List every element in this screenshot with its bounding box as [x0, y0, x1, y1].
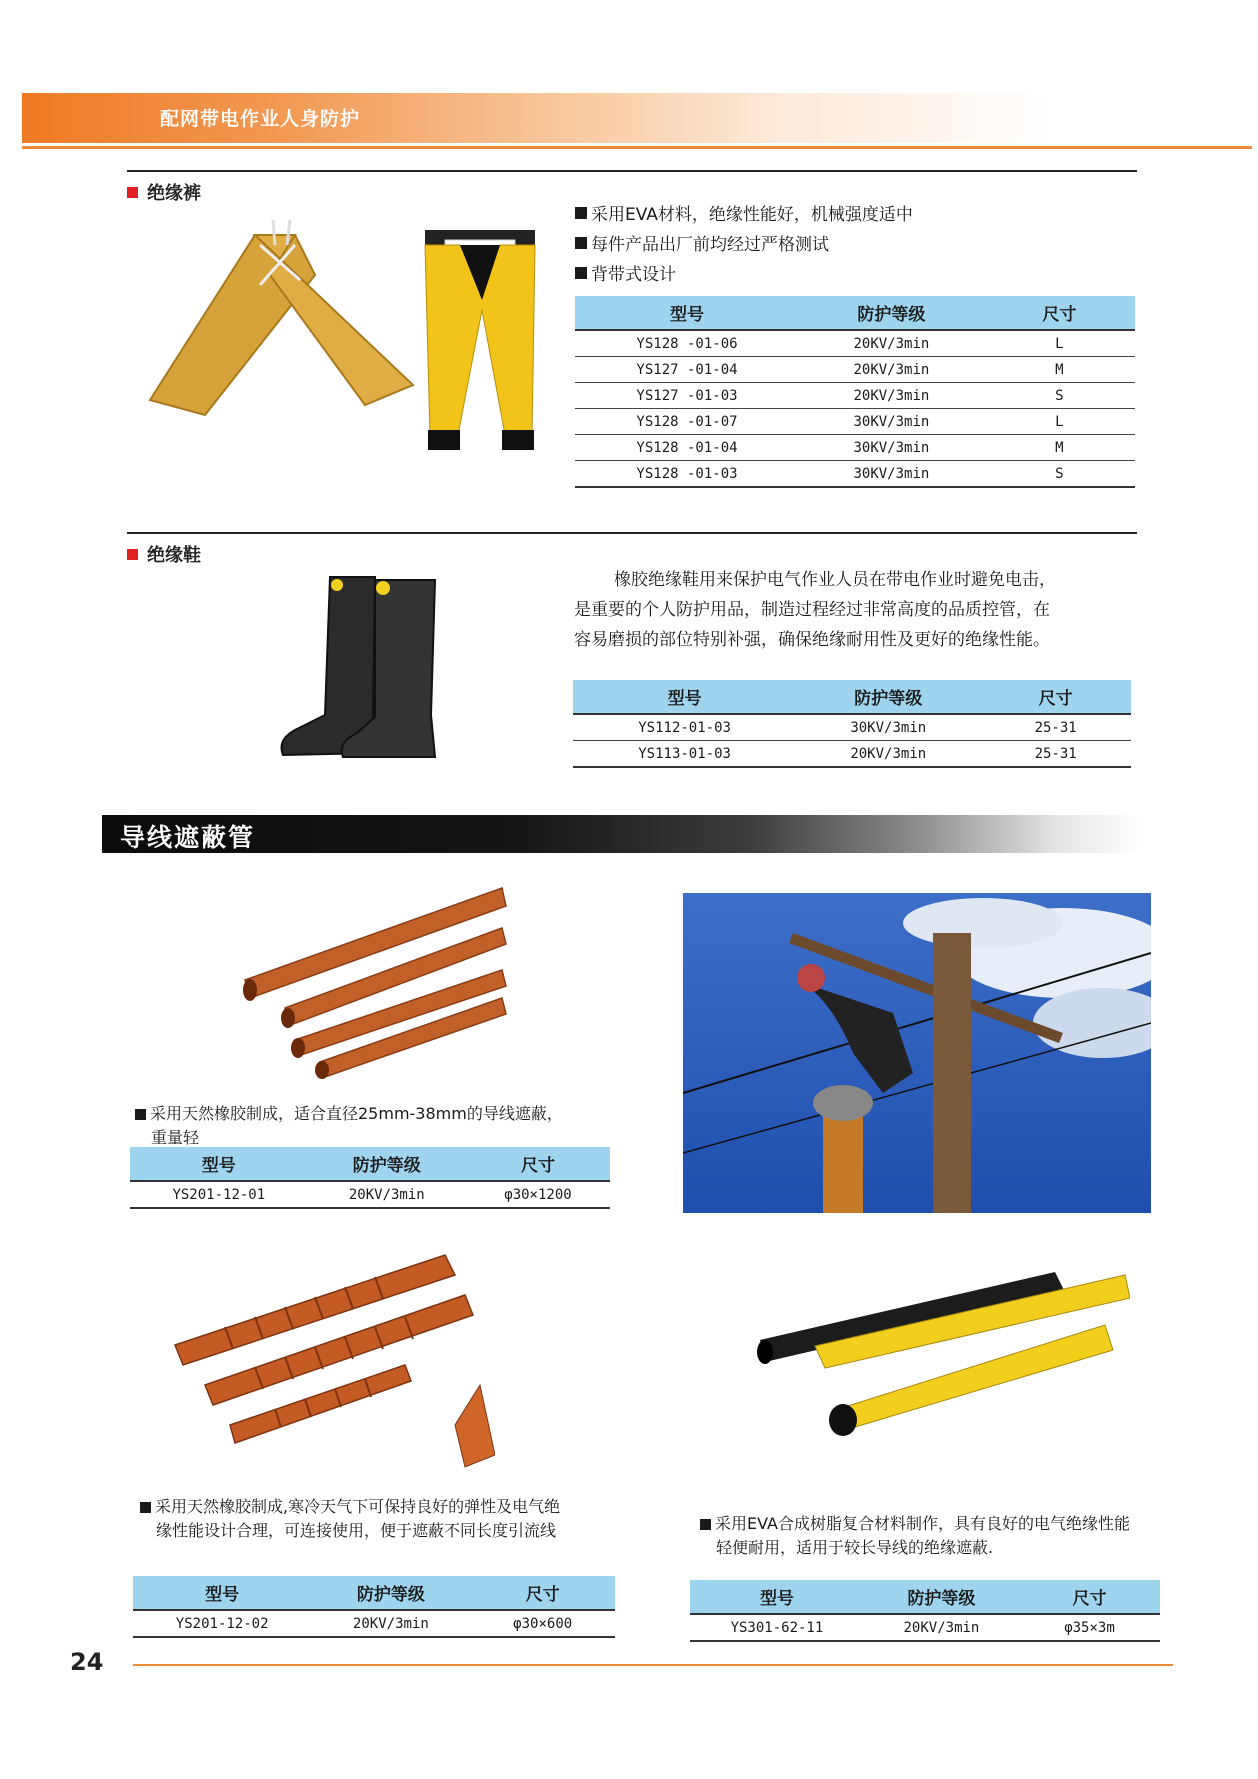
col-model: 型号 [690, 1580, 864, 1614]
table-header-row [575, 296, 1135, 330]
table-row [690, 1614, 1160, 1641]
col-model: 型号 [575, 296, 799, 330]
pipes-section-band [102, 815, 1142, 853]
cell: L [984, 330, 1135, 357]
bullet-square-icon [575, 207, 587, 219]
shoes-spec-table [573, 680, 1131, 768]
pants-feature-3 [575, 260, 676, 285]
col-model: 型号 [133, 1576, 311, 1610]
col-size: 尺寸 [1019, 1580, 1160, 1614]
pipe1-note-line-2: 重量轻 [151, 1128, 200, 1147]
cell: 20KV/3min [864, 1614, 1019, 1641]
insulating-boots-image [275, 565, 445, 765]
page-number: 24 [70, 1648, 104, 1676]
col-protection: 防护等级 [308, 1147, 466, 1181]
bullet-square-icon [575, 267, 587, 279]
shoes-description [574, 565, 1134, 655]
cell: YS128 -01-07 [575, 409, 799, 435]
bullet-square-icon [135, 1109, 146, 1120]
pipe3-spec-table [690, 1580, 1160, 1642]
cell: YS128 -01-06 [575, 330, 799, 357]
pipe1-spec-table [130, 1147, 610, 1209]
table-row [575, 357, 1135, 383]
col-size: 尺寸 [470, 1576, 615, 1610]
pants-feature-2-text: 每件产品出厂前均经过严格测试 [591, 235, 829, 255]
corrugated-pipe-cover-image [165, 1235, 495, 1470]
pipe1-note-line-1: 采用天然橡胶制成，适合直径25mm-38mm的导线遮蔽， [150, 1104, 563, 1123]
cell: YS301-62-11 [690, 1614, 864, 1641]
insulating-pants-flat-image [145, 215, 420, 420]
cell: S [984, 461, 1135, 488]
pipe3-note-line-2: 轻便耐用，适用于较长导线的绝缘遮蔽. [716, 1538, 994, 1557]
shoes-section-title [127, 541, 201, 567]
section-rule [127, 170, 1137, 172]
shoes-title-text: 绝缘鞋 [147, 545, 201, 566]
insulating-pants-worn-image [420, 225, 540, 465]
shoes-desc-line-3: 容易磨损的部位特别补强，确保绝缘耐用性及更好的绝缘性能。 [574, 630, 1050, 650]
col-protection: 防护等级 [799, 296, 984, 330]
cell: φ30×1200 [466, 1181, 610, 1208]
cell: YS201-12-01 [130, 1181, 308, 1208]
rubber-pipe-cover-image [240, 880, 510, 1080]
cell: YS128 -01-03 [575, 461, 799, 488]
pipe3-note [700, 1512, 1170, 1560]
cell: YS113-01-03 [573, 741, 796, 768]
bullet-square-icon [700, 1519, 711, 1530]
cell: φ30×600 [470, 1610, 615, 1637]
pipe2-note-line-2: 缘性能设计合理，可连接使用，便于遮蔽不同长度引流线 [156, 1521, 557, 1540]
pipe2-note [140, 1495, 610, 1543]
cell: 25-31 [980, 741, 1131, 768]
cell: 20KV/3min [799, 330, 984, 357]
table-header-row [133, 1576, 615, 1610]
table-row [575, 461, 1135, 488]
table-header-row [130, 1147, 610, 1181]
red-square-icon [127, 549, 138, 560]
pipe1-note [135, 1102, 615, 1150]
table-row [575, 435, 1135, 461]
lineman-work-photo [683, 893, 1151, 1213]
cell: YS128 -01-04 [575, 435, 799, 461]
cell: 20KV/3min [311, 1610, 470, 1637]
col-size: 尺寸 [980, 680, 1131, 714]
cell: YS201-12-02 [133, 1610, 311, 1637]
pants-feature-1-text: 采用EVA材料，绝缘性能好，机械强度适中 [591, 205, 913, 225]
cell: YS112-01-03 [573, 714, 796, 741]
table-header-row [573, 680, 1131, 714]
pants-section-title [127, 179, 201, 205]
pants-feature-2 [575, 230, 829, 255]
pipe2-note-line-1: 采用天然橡胶制成,寒冷天气下可保持良好的弹性及电气绝 [155, 1497, 561, 1516]
cell: L [984, 409, 1135, 435]
table-row [575, 409, 1135, 435]
pipes-section-title: 导线遮蔽管 [120, 823, 256, 852]
table-row [575, 330, 1135, 357]
pants-feature-3-text: 背带式设计 [591, 265, 676, 285]
col-size: 尺寸 [466, 1147, 610, 1181]
col-protection: 防护等级 [864, 1580, 1019, 1614]
pipe3-note-line-1: 采用EVA合成树脂复合材料制作，具有良好的电气绝缘性能 [715, 1514, 1130, 1533]
cell: 30KV/3min [796, 714, 980, 741]
cell: M [984, 357, 1135, 383]
bullet-square-icon [140, 1502, 151, 1513]
cell: S [984, 383, 1135, 409]
col-size: 尺寸 [984, 296, 1135, 330]
cell: 20KV/3min [799, 383, 984, 409]
table-row [573, 741, 1131, 768]
col-protection: 防护等级 [796, 680, 980, 714]
red-square-icon [127, 187, 138, 198]
col-model: 型号 [130, 1147, 308, 1181]
col-protection: 防护等级 [311, 1576, 470, 1610]
cell: 20KV/3min [308, 1181, 466, 1208]
col-model: 型号 [573, 680, 796, 714]
cell: 20KV/3min [799, 357, 984, 383]
header-underline [22, 146, 1252, 149]
table-row [575, 383, 1135, 409]
footer-line [133, 1664, 1173, 1666]
cell: M [984, 435, 1135, 461]
cell: 30KV/3min [799, 435, 984, 461]
eva-pipe-cover-image [755, 1270, 1130, 1445]
cell: 25-31 [980, 714, 1131, 741]
cell: φ35×3m [1019, 1614, 1160, 1641]
cell: YS127 -01-03 [575, 383, 799, 409]
section-rule [127, 532, 1137, 534]
table-row [130, 1181, 610, 1208]
cell: 30KV/3min [799, 461, 984, 488]
pipe2-spec-table [133, 1576, 615, 1638]
cell: YS127 -01-04 [575, 357, 799, 383]
shoes-desc-line-1: 橡胶绝缘鞋用来保护电气作业人员在带电作业时避免电击， [614, 570, 1056, 590]
pants-feature-1 [575, 200, 913, 225]
cell: 20KV/3min [796, 741, 980, 768]
shoes-desc-line-2: 是重要的个人防护用品，制造过程经过非常高度的品质控管，在 [574, 600, 1050, 620]
table-row [573, 714, 1131, 741]
pants-spec-table [575, 296, 1135, 488]
page-title: 配网带电作业人身防护 [160, 108, 361, 130]
pants-title-text: 绝缘裤 [147, 183, 201, 204]
table-row [133, 1610, 615, 1637]
bullet-square-icon [575, 237, 587, 249]
table-header-row [690, 1580, 1160, 1614]
cell: 30KV/3min [799, 409, 984, 435]
